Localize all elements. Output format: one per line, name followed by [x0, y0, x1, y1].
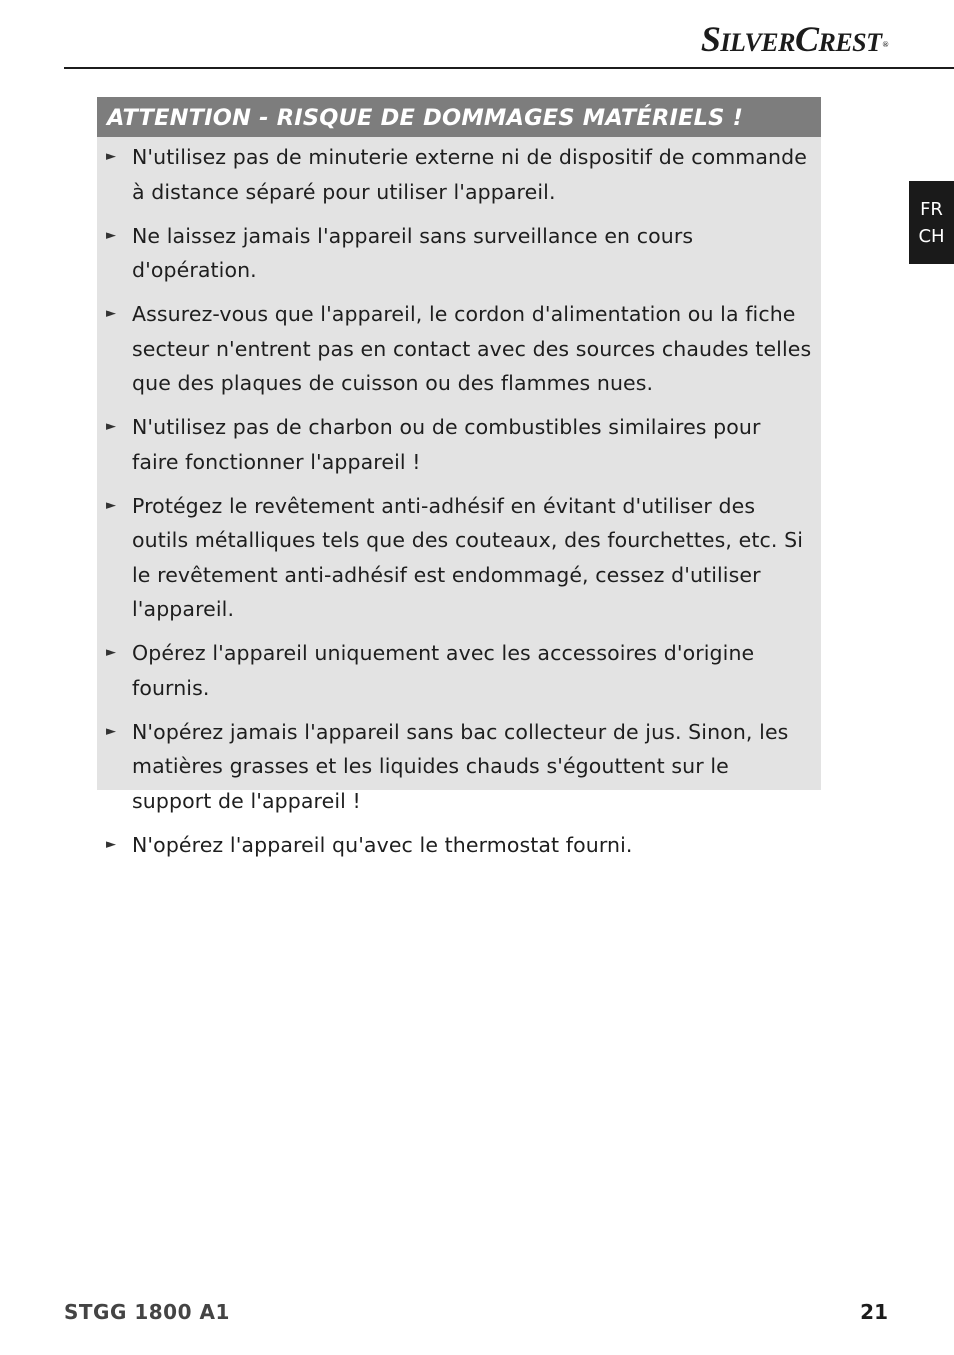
warning-item-text: Ne laissez jamais l'appareil sans surveillance en cours d'opération.	[132, 223, 694, 282]
language-code-ch: CH	[918, 225, 945, 247]
warning-box	[97, 97, 821, 857]
warning-item-text: Assurez-vous que l'appareil, le cordon d'alimentation ou la fiche secteur n'entrent pas en contact avec des sources chaudes telles que des plaques de cuisson ou des flammes nues.	[132, 302, 812, 395]
warning-item	[97, 297, 821, 401]
bullet-arrow-icon: ►	[106, 149, 116, 164]
warning-item	[97, 410, 821, 479]
bullet-arrow-icon: ►	[106, 497, 116, 513]
warning-item-text: Protégez le revêtement anti-adhésif en évitant d'utiliser des outils métalliques tels que des couteaux, des fourchettes, etc. Si le revêtement anti-adhésif est endommagé, cessez d'utiliser l'appareil.	[132, 493, 804, 621]
warning-item	[97, 715, 821, 819]
warning-list	[97, 137, 821, 862]
language-tab	[909, 181, 954, 264]
warning-item-text: N'opérez jamais l'appareil sans bac collecteur de jus. Sinon, les matières grasses et les liquides chauds s'égouttent sur le support de l'appareil !	[132, 719, 789, 813]
warning-item-text: Opérez l'appareil uniquement avec les accessoires d'origine fournis.	[132, 641, 755, 700]
model-number: STGG 1800 A1	[64, 1300, 230, 1324]
warning-item	[97, 489, 821, 627]
warning-item-text: N'utilisez pas de charbon ou de combustibles similaires pour faire fonctionner l'appareil !	[132, 415, 761, 474]
bullet-arrow-icon: ►	[106, 723, 116, 739]
header-divider	[64, 67, 954, 69]
bullet-arrow-icon: ►	[106, 419, 116, 434]
bullet-arrow-icon: ►	[106, 645, 116, 660]
warning-item-text: N'opérez l'appareil qu'avec le thermostat fourni.	[132, 832, 633, 857]
warning-item	[97, 828, 821, 863]
warning-item	[97, 140, 821, 209]
warning-title: ATTENTION - RISQUE DE DOMMAGES MATÉRIELS !	[97, 97, 821, 137]
language-code-fr: FR	[920, 198, 943, 220]
warning-item	[97, 219, 821, 288]
warning-item-text: N'utilisez pas de minuterie externe ni de dispositif de commande à distance séparé pour utiliser l'appareil.	[132, 145, 807, 204]
bullet-arrow-icon: ►	[106, 836, 116, 852]
warning-item	[97, 636, 821, 705]
silvercrest-logo: SILVERCREST®	[700, 19, 888, 59]
page-number: 21	[860, 1300, 888, 1324]
bullet-arrow-icon: ►	[106, 306, 116, 321]
bullet-arrow-icon: ►	[106, 227, 116, 243]
